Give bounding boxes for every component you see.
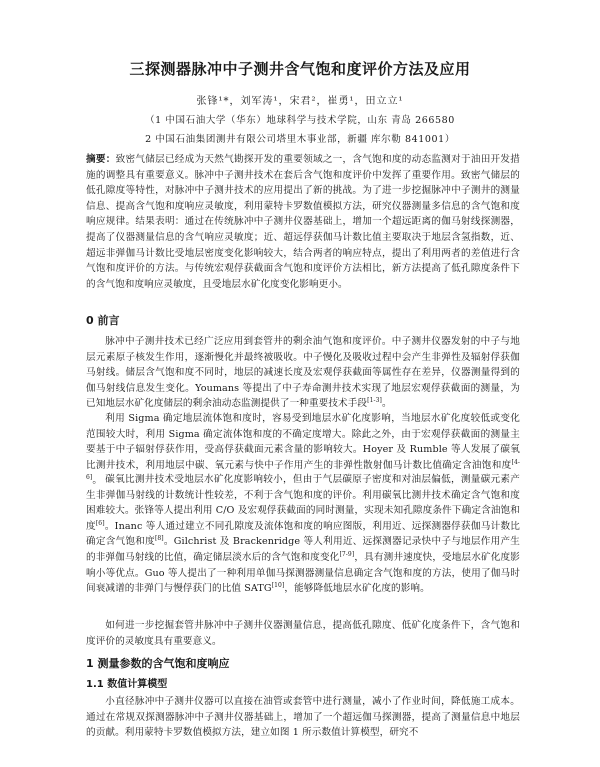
citation: [4-6] [86,458,520,482]
affiliation-1: （1 中国石油大学（华东）地球科学与技术学院，山东 青岛 266580 [145,115,455,126]
intro-paragraph-3-text: 。Inanc 等人通过建立不同孔隙度及流体饱和度的响应图版，利用近、远探测器俘获伽马计数比确定含气饱和度 [86,520,520,548]
intro-paragraph-3-text: ，具有测井速度快，受地层水矿化度影响小等优点。Guo 等人提出了一种利用单伽马探测器测量信息确定含气饱和度的方法，使用了伽马时间衰减谱的非弹门与慢俘获门的比值 SATG [86,551,520,595]
subsection-heading-1-1: 1.1 数值计算模型 [86,679,168,690]
intro-paragraph-2-text: 利用 Sigma 确定地层流体饱和度时，容易受到地层水矿化度影响，当地层水矿化度较低或变化范围较大时，利用 Sigma 确定流体饱和度的不确定度增大。除此之外，由于宏观俘获截面的测量主要基于中子辐射俘获作用，受高俘获截面元素含量的影响较大。Hoyer 及 Rumble 等人发展了碳氧比测井技术，利用地层中碳、氧元素与快中子作用产生的非弹性散射伽马计数比值确定含油饱和度 [86,413,520,471]
intro-paragraph-3-text: 碳氧比测井技术受地层水矿化度影响较小，但由于气层碳原子密度和对油层偏低，测量碳元素产生非弹伽马射线的计数统计性较差，不利于含气饱和度的评价。利用碳氧比测井技术确定含气饱和度困难较大。张锋等人提出利用 C/O 及宏观俘获截面的同时测量，实现未知孔隙度条件下确定含油饱和度 [86,474,520,532]
section-heading-introduction: 0 前言 [86,314,120,327]
abstract [86,152,520,292]
paper-title: 三探测器脉冲中子测井含气饱和度评价方法及应用 [129,60,471,78]
intro-paragraph-2: 利用 Sigma 确定地层流体饱和度时，容易受到地层水矿化度影响，当地层水矿化度较低或变化范围较大时，利用 Sigma 确定流体饱和度的不确定度增大。除此之外，由于宏观俘获截面的测量主要基于中子辐射俘获作用，受高俘获截面元素含量的影响较大。Hoyer 及 Rumble 等人发展了碳氧比测井技术，利用地层中碳、氧元素与快中子作用产生的非弹性散射伽马计数比值确定含油饱和度[4-6]。 [86,413,520,487]
intro-paragraph-3-text: 。Gilchrist 及 Brackenridge 等人利用近、远探测器记录快中子与地层作用产生的非弹伽马射线的比值，确定储层淡水后的含气饱和度变化 [86,536,520,563]
section-heading-1: 1 测量参数的含气饱和度响应 [86,657,230,670]
intro-paragraph-3-text: ，能够降低地层水矿化度的影响。 [284,583,430,595]
abstract-label: 摘要： [86,154,116,165]
citation: [10] [271,581,285,589]
intro-paragraph-1-text: 脉冲中子测井技术已经广泛应用到套管井的剩余油气饱和度评价。中子测井仪器发射的中子与地层元素原子核发生作用，逐渐慢化并最终被吸收。中子慢化及吸收过程中会产生非弹性及辐射俘获伽马射线。储层含气饱和度不同时，地层的减速长度及宏观俘获截面等属性存在差异，仪器测量得到的伽马射线信息发生变化。Youmans 等提出了中子寿命测井技术实现了地层宏观俘获截面的测量，为已知地层水矿化度储层的剩余油动态监测提供了一种重要技术手段 [86,336,520,410]
citation: [6] [95,519,105,527]
section-1-1-paragraph-1: 小直径脉冲中子测井仪器可以直接在油管或套管中进行测量，减小了作业时间，降低施工成本。通过在常规双探测器脉冲中子测井仪器基础上，增加了一个超远伽马探测器，提高了测量信息中地层的贡献。利用蒙特卡罗数值模拟方法，建立如图 1 所示数值计算模型，研究不 [86,696,520,739]
citation: [8] [154,535,164,543]
abstract-text: 致密气储层已经成为天然气勘探开发的重要领域之一，含气饱和度的动态监测对于油田开发措施的调整具有重要意义。脉冲中子测井技术在套后含气饱和度评价中发挥了重要作用。致密气储层的低孔隙度等特性，对脉冲中子测井技术的应用提出了新的挑战。为了进一步挖掘脉冲中子测井的测量信息、提高含气饱和度响应灵敏度，利用蒙特卡罗数值模拟方法，研究仪器测量多信息的含气饱和度响应规律。结果表明：通过在传统脉冲中子测井仪器基础上，增加一个超远距离的伽马射线探测器，提高了仪器测量信息的含气响应灵敏度；近、超远俘获伽马计数比值主要取决于地层含氢指数，近、超远非弹伽马计数比受地层密度变化影响较大，结合两者的响应特点，提出了利用两者的差值进行含气饱和度评价的方法。与传统宏观俘获截面含气饱和度评价方法相比，新方法提高了低孔隙度条件下的含气饱和度响应灵敏度，且受地层水矿化度变化影响更小。 [86,154,520,290]
citation: [7-9] [339,550,355,558]
intro-paragraph-4: 如何进一步挖掘套管井脉冲中子测井仪器测量信息，提高低孔隙度、低矿化度条件下，含气饱和度评价的灵敏度具有重要意义。 [86,620,520,647]
author-list: 张锋¹*，刘军涛¹，宋君²，崔勇¹，田立立¹ [196,96,404,107]
affiliation-2: 2 中国石油集团测井有限公司塔里木事业部，新疆 库尔勒 841001） [145,134,455,145]
intro-paragraph-3 [86,472,520,597]
intro-paragraph-1: 脉冲中子测井技术已经广泛应用到套管井的剩余油气饱和度评价。中子测井仪器发射的中子与地层元素原子核发生作用，逐渐慢化并最终被吸收。中子慢化及吸收过程中会产生非弹性及辐射俘获伽马射线。储层含气饱和度不同时，地层的减速长度及宏观俘获截面等属性存在差异，仪器测量得到的伽马射线信息发生变化。Youmans 等提出了中子寿命测井技术实现了地层宏观俘获截面的测量，为已知地层水矿化度储层的剩余油动态监测提供了一种重要技术手段[1-3]。 [86,336,520,410]
citation: [1-3] [367,397,382,405]
